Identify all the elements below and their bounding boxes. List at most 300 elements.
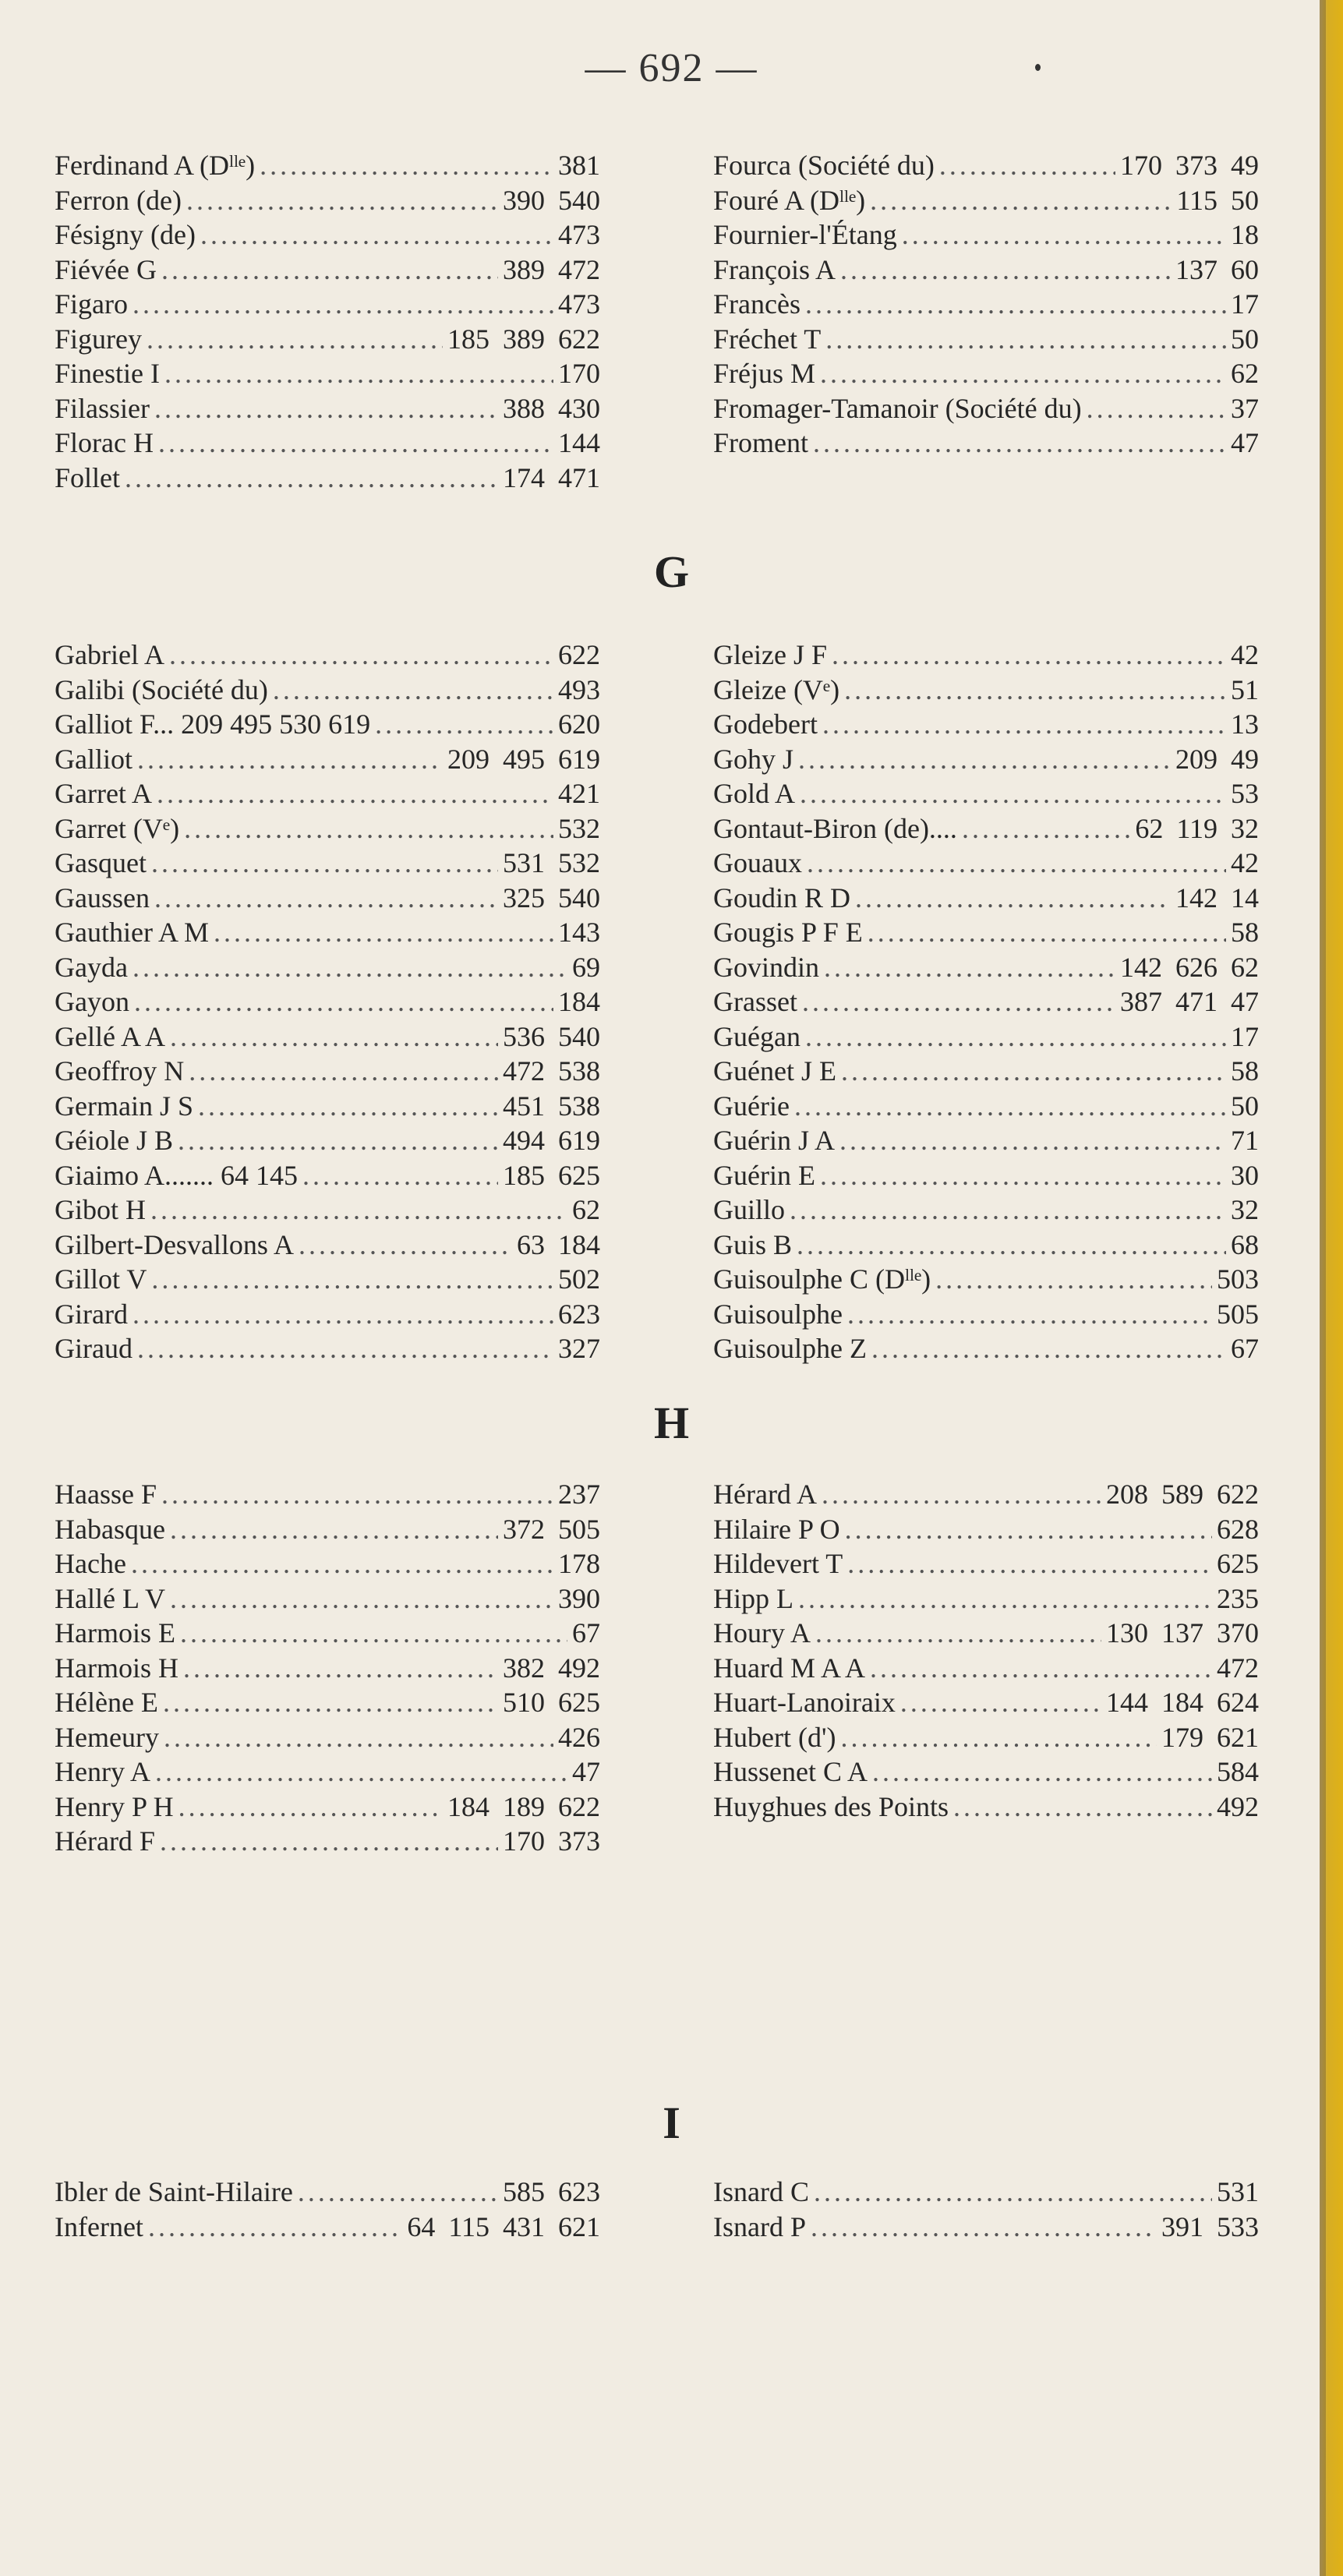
entry-pages: 209 49 [1175,743,1259,775]
entry-pages: 628 [1217,1513,1259,1545]
index-entry [713,1089,1259,1124]
entry-name: Galliot F... 209 495 530 619 [55,708,371,740]
dot-leader [186,183,498,218]
dot-leader [170,1581,553,1617]
entry-pages: 58 [1231,1055,1259,1087]
index-entry [713,1477,1259,1512]
index-entry [55,707,600,742]
dot-leader [872,1754,1212,1790]
entry-name: Infernet [55,2210,143,2242]
index-entry [55,742,600,777]
index-entry [713,217,1259,253]
dot-leader [155,1754,567,1790]
dot-leader [790,1193,1226,1228]
entry-name: Gleize (Vᵉ) [713,673,840,705]
dot-leader [939,148,1115,183]
entry-pages: 325 540 [503,882,600,913]
entry-name: Ferron (de) [55,184,182,216]
entry-pages: 69 [572,951,600,983]
dot-leader [133,1297,553,1332]
entry-name: Figurey [55,323,142,355]
dot-leader [131,1546,553,1581]
entry-name: Grasset [713,986,797,1017]
entry-pages: 50 [1231,1090,1259,1122]
entry-pages: 62 [572,1194,600,1225]
entry-name: Garret (Vᵉ) [55,812,180,844]
dot-leader [798,742,1171,777]
entry-name: Hallé L V [55,1582,165,1614]
index-entry [55,811,600,846]
entry-name: Gauthier A M [55,917,209,948]
index-entry [55,1019,600,1055]
entry-pages: 382 492 [503,1652,600,1684]
entry-pages: 142 14 [1175,882,1259,913]
entry-pages: 531 [1217,2176,1259,2207]
index-entry [713,1123,1259,1158]
dot-leader [200,217,553,253]
dot-leader [813,426,1226,461]
index-entry [55,148,600,183]
entry-name: Hipp L [713,1582,793,1614]
index-entry [55,1616,600,1651]
dot-leader [900,1685,1101,1720]
entry-name: Haasse F [55,1479,157,1510]
index-entry [55,356,600,391]
dot-leader [870,183,1172,218]
index-entry [713,673,1259,708]
entry-name: Guis B [713,1228,793,1260]
index-entry [55,1297,600,1332]
entry-pages: 130 137 370 [1106,1617,1259,1648]
index-entry [713,1228,1259,1263]
section-f-left-column [55,148,600,495]
index-entry [713,1262,1259,1297]
entry-pages: 185 625 [503,1159,600,1191]
dot-leader [841,1054,1226,1089]
section-h-left-column [55,1477,600,1859]
entry-pages: 536 540 [503,1020,600,1052]
entry-name: Girard [55,1298,128,1330]
entry-pages: 170 373 49 [1120,150,1259,181]
entry-name: Fourca (Société du) [713,150,935,181]
index-entry [55,1651,600,1686]
dot-leader [180,1616,567,1651]
dot-leader [160,1824,498,1859]
entry-pages: 472 [1217,1652,1259,1684]
entry-name: Fréchet T [713,323,822,355]
section-g-right-column [713,638,1259,1366]
dot-leader [134,984,553,1019]
index-entry [713,950,1259,985]
entry-pages: 51 [1231,673,1259,705]
entry-pages: 64 115 431 621 [407,2210,600,2242]
entry-pages: 50 [1231,323,1259,355]
entry-pages: 585 623 [503,2176,600,2207]
dot-leader [840,253,1171,288]
index-entry [713,426,1259,461]
dot-leader [797,1228,1226,1263]
dot-leader [151,846,498,881]
index-entry [55,253,600,288]
entry-name: Germain J S [55,1090,193,1122]
entry-name: Guillo [713,1194,786,1225]
dot-leader [871,1331,1226,1366]
entry-pages: 502 [558,1263,600,1295]
dot-leader [832,638,1226,673]
dot-leader [844,673,1226,708]
dot-leader [820,356,1226,391]
entry-name: Gougis P F E [713,917,863,948]
entry-name: Finestie I [55,358,160,389]
dot-leader [154,391,498,426]
index-entry [55,1581,600,1617]
entry-pages: 391 533 [1161,2210,1259,2242]
index-entry [55,776,600,811]
section-letter-h: H [653,1398,690,1448]
entry-name: Géiole J B [55,1125,173,1156]
dot-leader [150,1193,567,1228]
entry-pages: 184 189 622 [447,1790,600,1822]
index-entry [713,846,1259,881]
index-entry [713,1616,1259,1651]
entry-name: Gellé A A [55,1020,165,1052]
entry-name: Gayda [55,951,128,983]
index-entry [713,1790,1259,1825]
entry-name: Hemeury [55,1721,159,1753]
dot-leader [840,1720,1157,1755]
index-entry [55,1685,600,1720]
entry-pages: 47 [572,1756,600,1787]
entry-pages: 492 [1217,1790,1259,1822]
dot-leader [805,287,1226,322]
section-g-left-column [55,638,600,1366]
entry-pages: 208 589 622 [1106,1479,1259,1510]
index-entry [55,1123,600,1158]
entry-pages: 390 540 [503,184,600,216]
index-entry [55,1228,600,1263]
index-entry [713,1651,1259,1686]
index-entry [55,1754,600,1790]
entry-name: Gontaut-Biron (de).... [713,812,957,844]
section-letter-g: G [653,546,690,597]
entry-name: Galibi (Société du) [55,673,268,705]
entry-pages: 144 [558,427,600,458]
entry-name: Fiévée G [55,253,157,285]
index-entry [713,148,1259,183]
entry-pages: 372 505 [503,1513,600,1545]
entry-pages: 63 184 [517,1228,600,1260]
entry-pages: 237 [558,1479,600,1510]
dot-leader [825,322,1226,357]
dot-leader [847,1546,1212,1581]
dot-leader [137,742,443,777]
dot-leader [164,1720,553,1755]
section-h-right-column [713,1477,1259,1824]
index-entry [55,183,600,218]
dot-leader [824,950,1115,985]
index-entry [713,1720,1259,1755]
entry-name: Godebert [713,708,818,740]
index-entry [713,1297,1259,1332]
dot-leader [298,2175,498,2210]
index-entry [713,1581,1259,1617]
index-entry [713,1512,1259,1547]
index-entry [55,391,600,426]
dot-leader [164,356,553,391]
section-i-left-column [55,2175,600,2244]
entry-name: Filassier [55,392,150,424]
dot-leader [302,1158,498,1193]
dot-leader [902,217,1226,253]
index-entry [55,461,600,496]
entry-name: Fésigny (de) [55,219,196,250]
index-entry [713,1754,1259,1790]
index-entry [713,1019,1259,1055]
entry-name: Huard M A A [713,1652,866,1684]
dot-leader [137,1331,553,1366]
entry-pages: 143 [558,917,600,948]
entry-name: Govindin [713,951,820,983]
entry-name: Hélène E [55,1687,158,1718]
entry-name: Hubert (d') [713,1721,836,1753]
dot-leader [125,461,498,496]
entry-name: Froment [713,427,808,458]
dot-leader [847,1297,1212,1332]
index-entry [55,2175,600,2210]
entry-pages: 531 532 [503,847,600,878]
index-entry [55,1720,600,1755]
entry-pages: 13 [1231,708,1259,740]
index-entry [713,1158,1259,1193]
index-entry [55,846,600,881]
index-entry [55,638,600,673]
index-entry [713,253,1259,288]
index-entry [713,391,1259,426]
index-entry [55,217,600,253]
entry-name: Gold A [713,778,796,809]
index-entry [55,673,600,708]
entry-name: Gohy J [713,743,794,775]
dot-leader [273,673,553,708]
entry-pages: 142 626 62 [1120,951,1259,983]
entry-name: Goudin R D [713,882,851,913]
entry-pages: 71 [1231,1125,1259,1156]
entry-name: Hérard F [55,1825,155,1857]
dot-leader [133,287,553,322]
index-entry [713,356,1259,391]
index-entry [55,2210,600,2245]
entry-pages: 170 [558,358,600,389]
dot-leader [147,322,443,357]
entry-name: Hilaire P O [713,1513,840,1545]
dot-leader [822,1477,1101,1512]
entry-name: Isnard C [713,2176,809,2207]
entry-name: Galliot [55,743,133,775]
entry-name: Francès [713,288,800,320]
section-i-right-column [713,2175,1259,2244]
dot-leader [820,1158,1226,1193]
dot-leader [845,1512,1212,1547]
entry-pages: 137 60 [1175,253,1259,285]
entry-pages: 625 [1217,1548,1259,1579]
dot-leader [807,846,1226,881]
index-entry [55,881,600,916]
entry-pages: 473 [558,288,600,320]
entry-pages: 174 471 [503,461,600,493]
dot-leader [814,2175,1212,2210]
index-entry [55,915,600,950]
entry-pages: 17 [1231,288,1259,320]
entry-pages: 421 [558,778,600,809]
index-entry [713,1685,1259,1720]
dot-leader [161,253,498,288]
entry-pages: 184 [558,986,600,1017]
entry-name: Hache [55,1548,126,1579]
entry-pages: 390 [558,1582,600,1614]
index-entry [55,1054,600,1089]
entry-pages: 62 119 32 [1135,812,1259,844]
dot-leader [178,1123,498,1158]
dot-leader [214,915,553,950]
index-entry [713,1054,1259,1089]
entry-pages: 62 [1231,358,1259,389]
entry-name: Guérin E [713,1159,815,1191]
entry-name: Fouré A (Dˡˡᵉ) [713,184,866,216]
dot-leader [794,1089,1226,1124]
index-entry [713,915,1259,950]
section-f-right-column [713,148,1259,461]
index-entry [55,984,600,1019]
entry-pages: 37 [1231,392,1259,424]
index-entry [55,1824,600,1859]
dot-leader [839,1123,1226,1158]
index-entry [713,2210,1259,2245]
entry-pages: 67 [572,1617,600,1648]
entry-name: Gillot V [55,1263,147,1295]
dot-leader [170,1512,498,1547]
index-entry [55,1158,600,1193]
entry-name: Giraud [55,1333,133,1364]
index-entry [713,287,1259,322]
entry-pages: 503 [1217,1263,1259,1295]
entry-pages: 42 [1231,639,1259,670]
dot-leader [935,1262,1212,1297]
entry-pages: 426 [558,1721,600,1753]
entry-name: Isnard P [713,2210,806,2242]
entry-name: Gibot H [55,1194,146,1225]
dot-leader [855,881,1171,916]
entry-pages: 584 [1217,1756,1259,1787]
entry-name: Gilbert-Desvallons A [55,1228,294,1260]
entry-pages: 115 50 [1176,184,1259,216]
entry-name: Gabriel A [55,639,164,670]
dot-leader [815,1616,1101,1651]
dot-leader [260,148,553,183]
dot-leader [800,776,1226,811]
entry-name: Ibler de Saint-Hilaire [55,2176,293,2207]
entry-name: Fournier-l'Étang [713,219,897,250]
entry-name: Harmois E [55,1617,175,1648]
entry-name: Guérin J A [713,1125,835,1156]
entry-name: Garret A [55,778,152,809]
entry-name: Gayon [55,986,129,1017]
entry-pages: 179 621 [1161,1721,1259,1753]
index-entry [713,984,1259,1019]
index-entry [55,1512,600,1547]
entry-pages: 493 [558,673,600,705]
entry-pages: 622 [558,639,600,670]
index-entry [713,742,1259,777]
index-entry [55,287,600,322]
dot-leader [161,1477,553,1512]
entry-pages: 532 [558,812,600,844]
entry-pages: 32 [1231,1194,1259,1225]
entry-name: Harmois H [55,1652,178,1684]
dot-leader [299,1228,512,1263]
dot-leader [178,1790,443,1825]
index-entry [55,1790,600,1825]
entry-name: Gleize J F [713,639,827,670]
dot-leader [158,426,553,461]
dot-leader [184,811,553,846]
page-number: — 692 — [585,46,758,90]
dot-leader [805,1019,1226,1055]
index-entry [55,1546,600,1581]
dot-leader [811,2210,1157,2245]
dot-leader [154,881,498,916]
entry-name: Guisoulphe [713,1298,843,1330]
entry-name: Henry P H [55,1790,174,1822]
entry-pages: 620 [558,708,600,740]
dot-leader [953,1790,1212,1825]
entry-pages: 389 472 [503,253,600,285]
dot-leader [802,984,1115,1019]
dot-leader [183,1651,498,1686]
entry-pages: 327 [558,1333,600,1364]
entry-pages: 235 [1217,1582,1259,1614]
index-entry [713,881,1259,916]
entry-pages: 473 [558,219,600,250]
index-entry [713,322,1259,357]
dot-leader [1087,391,1226,426]
entry-name: Gouaux [713,847,802,878]
entry-name: Geoffroy N [55,1055,185,1087]
entry-name: Guisoulphe C (Dˡˡᵉ) [713,1263,931,1295]
index-entry [713,2175,1259,2210]
entry-pages: 510 625 [503,1687,600,1718]
entry-pages: 209 495 619 [447,743,600,775]
entry-name: Guégan [713,1020,800,1052]
dot-leader [169,638,553,673]
entry-name: Huyghues des Points [713,1790,949,1822]
entry-pages: 494 619 [503,1125,600,1156]
entry-pages: 67 [1231,1333,1259,1364]
entry-name: Guérie [713,1090,790,1122]
entry-name: François A [713,253,836,285]
entry-pages: 185 389 622 [447,323,600,355]
index-entry [55,1089,600,1124]
entry-name: Henry A [55,1756,150,1787]
entry-pages: 17 [1231,1020,1259,1052]
index-entry [713,1331,1259,1366]
entry-name: Hussenet C A [713,1756,868,1787]
entry-pages: 623 [558,1298,600,1330]
dot-leader [133,950,567,985]
entry-pages: 18 [1231,219,1259,250]
index-entry [713,776,1259,811]
index-entry [55,1477,600,1512]
entry-pages: 472 538 [503,1055,600,1087]
